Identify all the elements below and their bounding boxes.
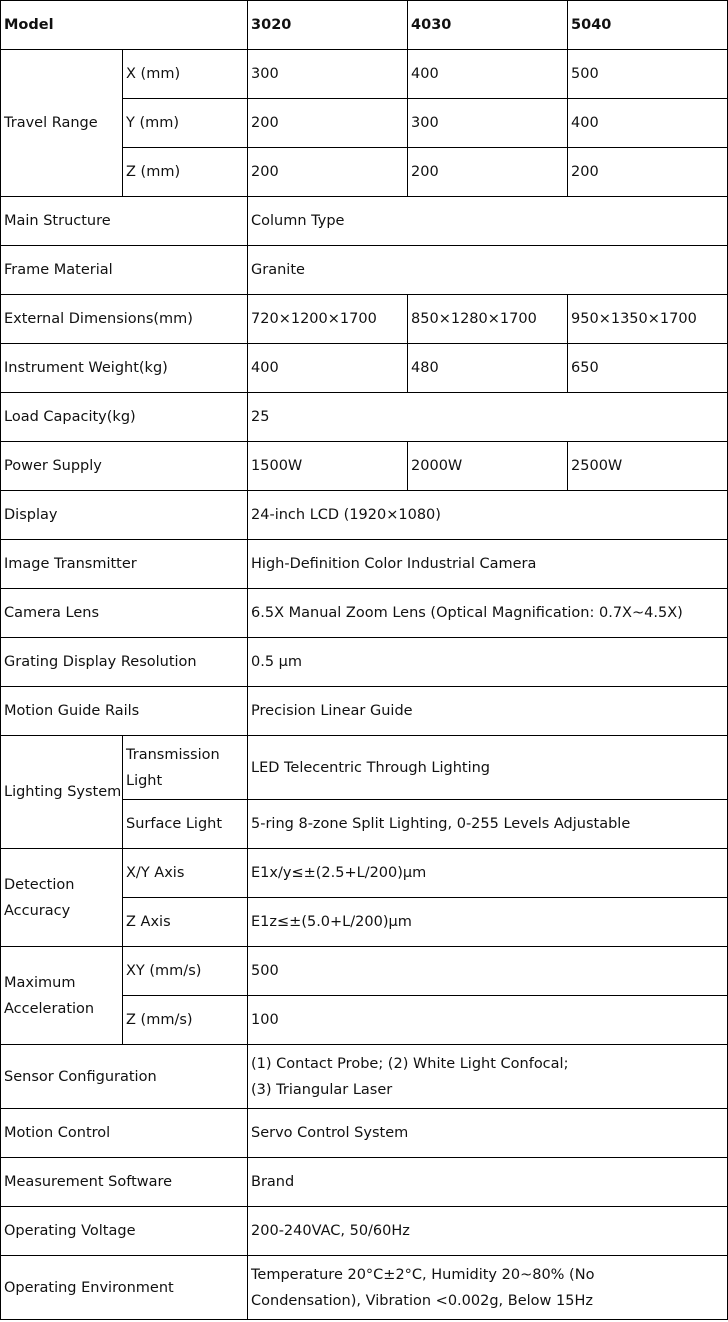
table-cell: 2000W <box>408 442 568 491</box>
header-model-5040: 5040 <box>568 1 728 50</box>
software-value: Brand <box>248 1158 728 1207</box>
environment-value <box>248 1256 728 1320</box>
acceleration-xy-label: XY (mm/s) <box>123 947 248 996</box>
guide-rails-label: Motion Guide Rails <box>1 687 248 736</box>
sensor-config-value <box>248 1045 728 1109</box>
table-cell: 200 <box>568 148 728 197</box>
travel-y-axis: Y (mm) <box>123 99 248 148</box>
grating-value: 0.5 μm <box>248 638 728 687</box>
table-cell: 480 <box>408 344 568 393</box>
voltage-value: 200-240VAC, 50/60Hz <box>248 1207 728 1256</box>
accuracy-z-value: E1z≤±(5.0+L/200)μm <box>248 898 728 947</box>
power-supply-label: Power Supply <box>1 442 248 491</box>
main-structure-label: Main Structure <box>1 197 248 246</box>
surface-light-label: Surface Light <box>123 800 248 849</box>
table-cell: 400 <box>408 50 568 99</box>
table-cell: 200 <box>248 148 408 197</box>
camera-lens-label: Camera Lens <box>1 589 248 638</box>
external-dimensions-label: External Dimensions(mm) <box>1 295 248 344</box>
table-cell: 300 <box>248 50 408 99</box>
detection-accuracy-label: Detection Accuracy <box>1 849 123 947</box>
table-cell: 400 <box>248 344 408 393</box>
table-cell: 950×1350×1700 <box>568 295 728 344</box>
accuracy-z-label: Z Axis <box>123 898 248 947</box>
accuracy-xy-label: X/Y Axis <box>123 849 248 898</box>
instrument-weight-label: Instrument Weight(kg) <box>1 344 248 393</box>
camera-lens-value: 6.5X Manual Zoom Lens (Optical Magnification: 0.7X~4.5X) <box>248 589 728 638</box>
frame-material-value: Granite <box>248 246 728 295</box>
sensor-config-label: Sensor Configuration <box>1 1045 248 1109</box>
load-capacity-value: 25 <box>248 393 728 442</box>
table-cell: 850×1280×1700 <box>408 295 568 344</box>
surface-light-value: 5-ring 8-zone Split Lighting, 0-255 Levels Adjustable <box>248 800 728 849</box>
table-cell: 400 <box>568 99 728 148</box>
header-model-3020: 3020 <box>248 1 408 50</box>
transmission-light-value: LED Telecentric Through Lighting <box>248 736 728 800</box>
display-value: 24-inch LCD (1920×1080) <box>248 491 728 540</box>
header-model: Model <box>1 1 248 50</box>
acceleration-z-value: 100 <box>248 996 728 1045</box>
image-transmitter-value: High-Definition Color Industrial Camera <box>248 540 728 589</box>
table-cell: 2500W <box>568 442 728 491</box>
max-acceleration-label: Maximum Acceleration <box>1 947 123 1045</box>
transmission-light-label: Transmission Light <box>123 736 248 800</box>
table-cell: 1500W <box>248 442 408 491</box>
motion-control-value: Servo Control System <box>248 1109 728 1158</box>
table-cell: 200 <box>248 99 408 148</box>
travel-z-axis: Z (mm) <box>123 148 248 197</box>
table-cell: 650 <box>568 344 728 393</box>
travel-x-axis: X (mm) <box>123 50 248 99</box>
table-cell: 300 <box>408 99 568 148</box>
environment-line-2: Condensation), Vibration <0.002g, Below 15Hz <box>251 1292 593 1309</box>
acceleration-z-label: Z (mm/s) <box>123 996 248 1045</box>
voltage-label: Operating Voltage <box>1 1207 248 1256</box>
header-model-4030: 4030 <box>408 1 568 50</box>
environment-line-1: Temperature 20°C±2°C, Humidity 20~80% (No <box>251 1266 595 1283</box>
sensor-line-1: (1) Contact Probe; (2) White Light Confocal; <box>251 1055 569 1072</box>
software-label: Measurement Software <box>1 1158 248 1207</box>
display-label: Display <box>1 491 248 540</box>
image-transmitter-label: Image Transmitter <box>1 540 248 589</box>
table-cell: 500 <box>568 50 728 99</box>
table-cell: 720×1200×1700 <box>248 295 408 344</box>
environment-label: Operating Environment <box>1 1256 248 1320</box>
main-structure-value: Column Type <box>248 197 728 246</box>
table-cell: 200 <box>408 148 568 197</box>
lighting-system-label: Lighting System <box>1 736 123 849</box>
sensor-line-2: (3) Triangular Laser <box>251 1081 393 1098</box>
load-capacity-label: Load Capacity(kg) <box>1 393 248 442</box>
acceleration-xy-value: 500 <box>248 947 728 996</box>
guide-rails-value: Precision Linear Guide <box>248 687 728 736</box>
frame-material-label: Frame Material <box>1 246 248 295</box>
accuracy-xy-value: E1x/y≤±(2.5+L/200)μm <box>248 849 728 898</box>
travel-range-label: Travel Range <box>1 50 123 197</box>
motion-control-label: Motion Control <box>1 1109 248 1158</box>
grating-label: Grating Display Resolution <box>1 638 248 687</box>
